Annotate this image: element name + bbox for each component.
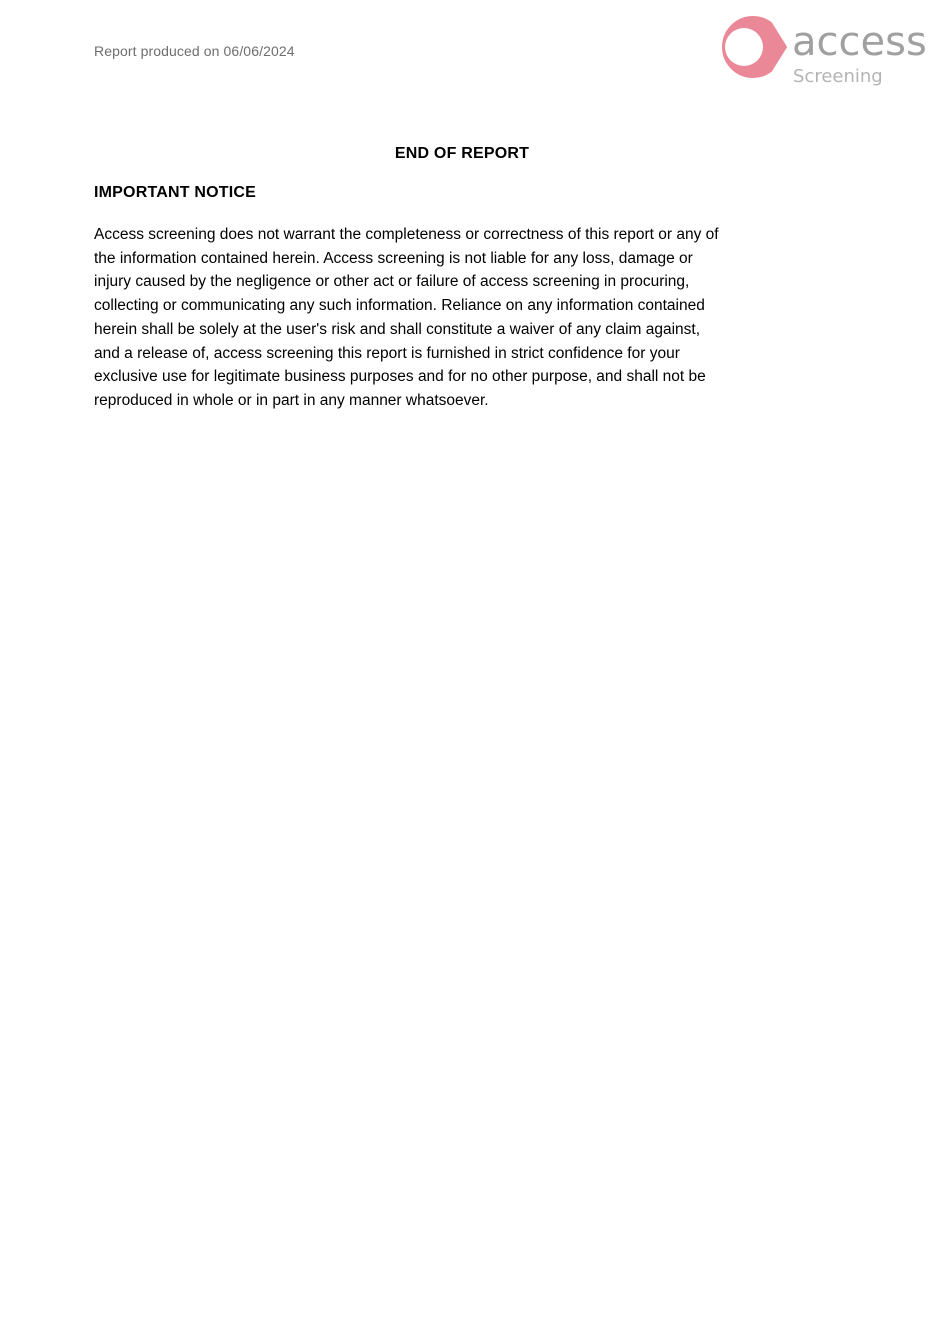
notice-line: collecting or communicating any such information. Reliance on any information contained [94,297,705,315]
notice-line: Access screening does not warrant the completeness or correctness of this report or any of [94,226,719,243]
notice-line: herein shall be solely at the user's risk and shall constitute a waiver of any claim against, [94,320,701,338]
notice-line: exclusive use for legitimate business purposes and for no other purpose, and shall not be [94,368,706,386]
notice-line: the information contained herein. Access screening is not liable for any loss, damage or [94,249,693,267]
end-of-report-title: END OF REPORT [394,145,530,162]
notice-line: reproduced in whole or in part in any manner whatsoever. [94,391,489,409]
notice-line: and a release of, access screening this report is furnished in strict confidence for your [94,344,680,362]
access-ring-icon [706,14,790,80]
logo-subtitle: Screening [793,66,883,87]
report-date: Report produced on 06/06/2024 [94,43,295,59]
important-notice-heading: IMPORTANT NOTICE [94,184,257,201]
notice-line: injury caused by the negligence or other act or failure of access screening in procuring, [94,273,690,291]
logo-wordmark: access [792,19,927,65]
notice-paragraph [94,223,834,413]
company-logo [706,14,928,94]
